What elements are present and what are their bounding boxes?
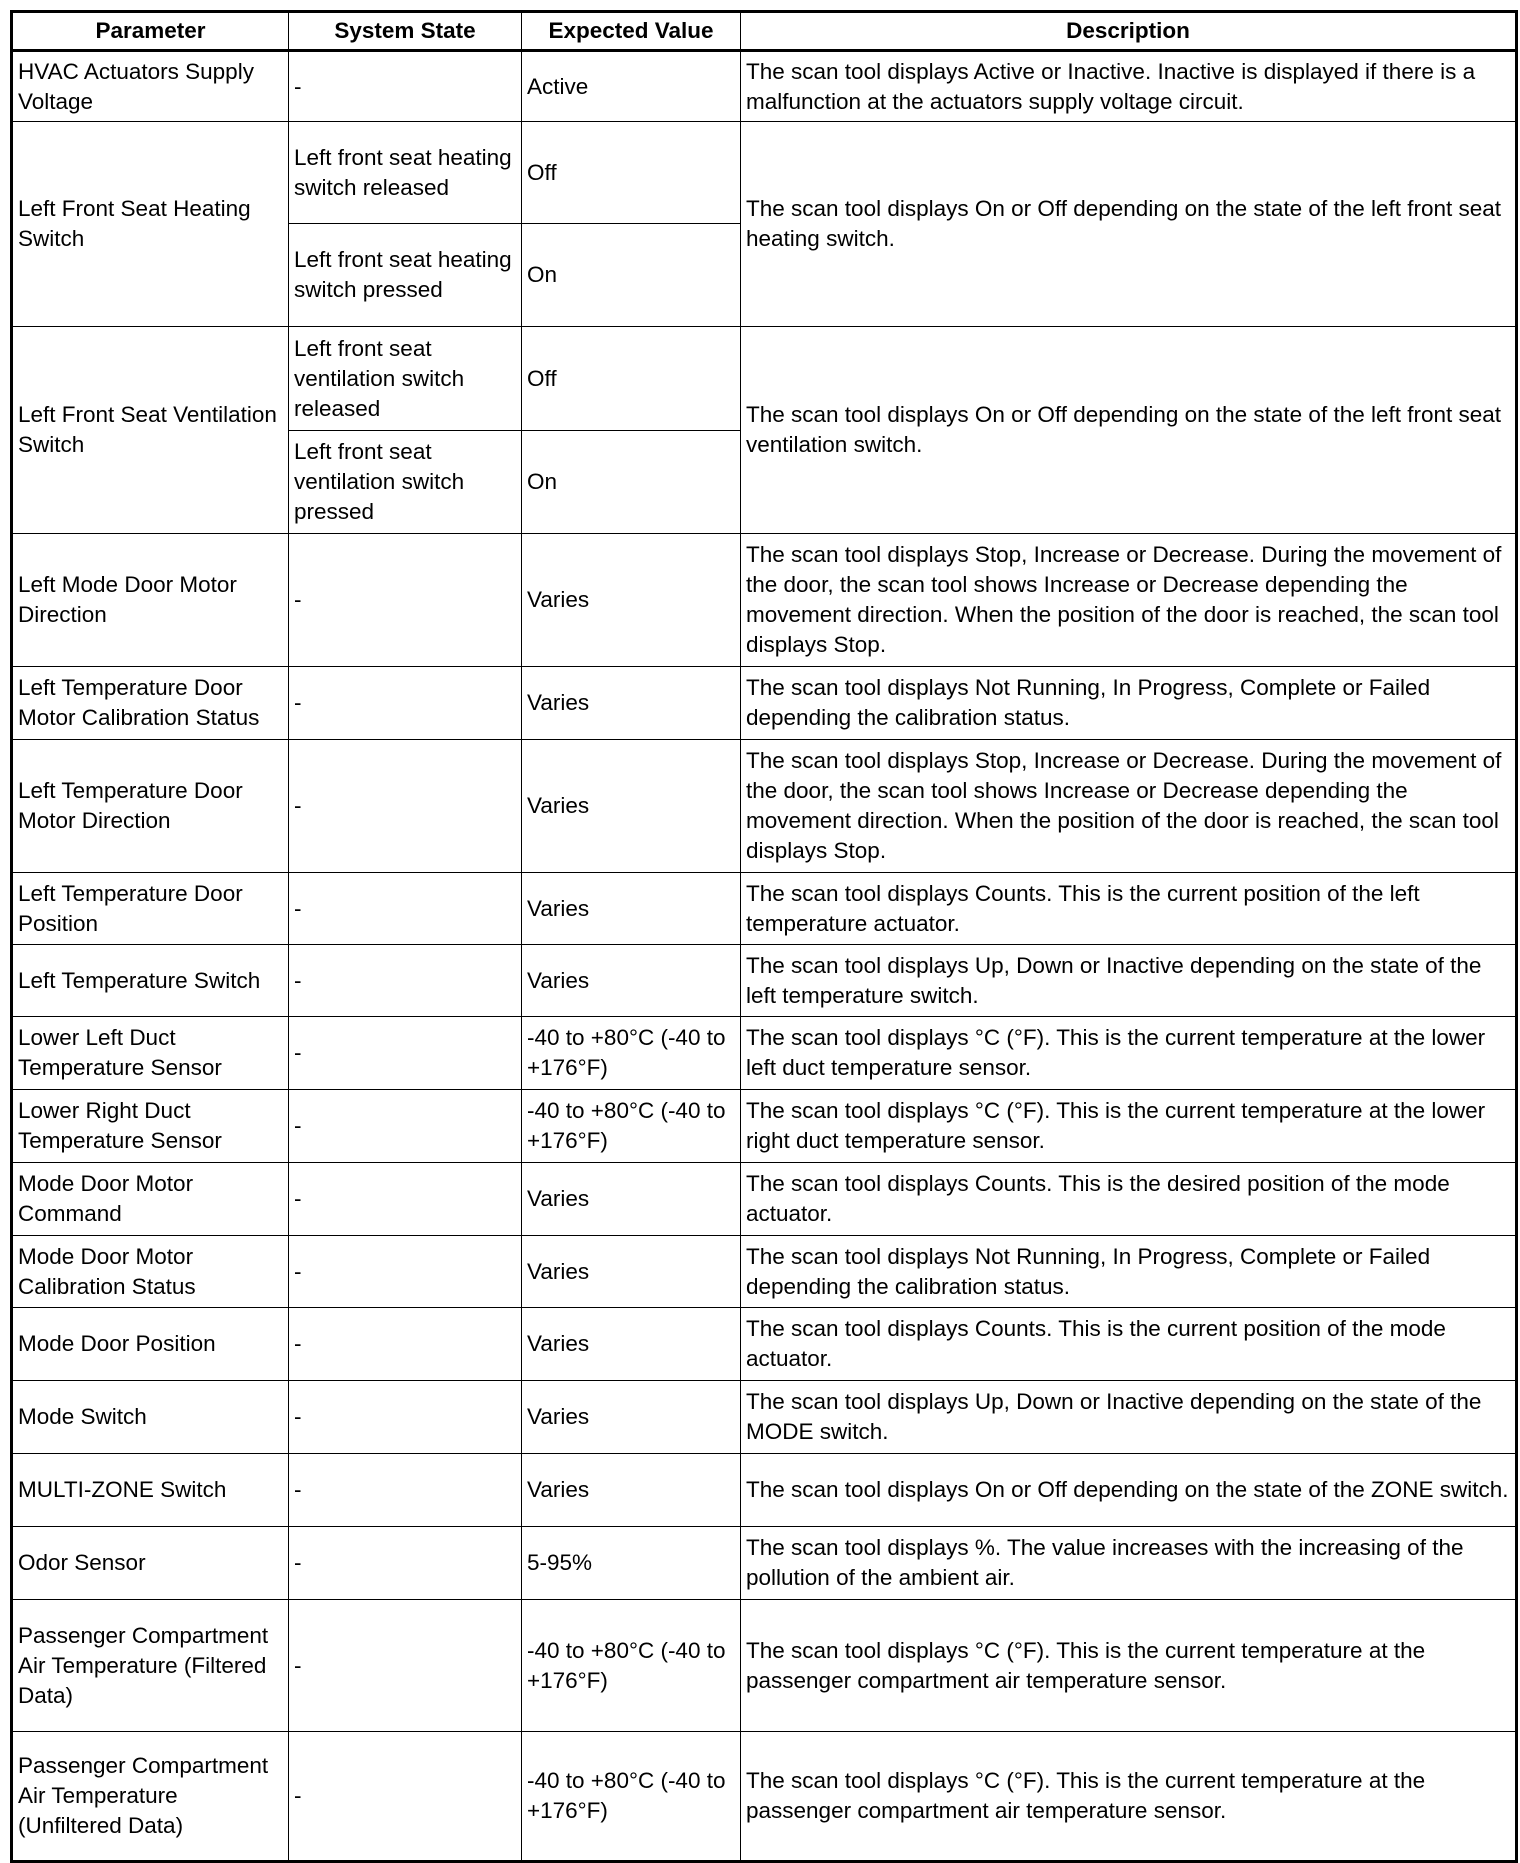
expected-value-cell: -40 to +80°C (-40 to +176°F): [522, 1017, 741, 1090]
parameter-cell: Odor Sensor: [12, 1527, 289, 1600]
parameter-cell: Left Temperature Door Motor Calibration Status: [12, 667, 289, 740]
description-cell: The scan tool displays Not Running, In Progress, Complete or Failed depending the calibration status.: [741, 1236, 1517, 1308]
system-state-cell: -: [289, 945, 522, 1017]
expected-value-cell: -40 to +80°C (-40 to +176°F): [522, 1732, 741, 1862]
description-cell: The scan tool displays Stop, Increase or Decrease. During the movement of the door, the scan tool shows Increase or Decrease depending the movement direction. When the position of the door is reached, the scan tool displays Stop.: [741, 534, 1517, 667]
system-state-cell: -: [289, 1017, 522, 1090]
system-state-cell: -: [289, 1600, 522, 1732]
system-state-cell: Left front seat ventilation switch released: [289, 327, 522, 431]
table-row: [12, 51, 1517, 122]
system-state-cell: -: [289, 740, 522, 873]
system-state-cell: -: [289, 1527, 522, 1600]
parameter-cell: Lower Right Duct Temperature Sensor: [12, 1090, 289, 1163]
expected-value-cell: Off: [522, 122, 741, 224]
expected-value-cell: Varies: [522, 1163, 741, 1236]
expected-value-cell: On: [522, 431, 741, 534]
table-row: [12, 667, 1517, 740]
table-row: [12, 122, 1517, 224]
description-cell: The scan tool displays Counts. This is the desired position of the mode actuator.: [741, 1163, 1517, 1236]
description-cell: The scan tool displays °C (°F). This is the current temperature at the lower left duct temperature sensor.: [741, 1017, 1517, 1090]
expected-value-cell: Varies: [522, 873, 741, 945]
expected-value-cell: Varies: [522, 1381, 741, 1454]
header-expected-value: Expected Value: [522, 12, 741, 51]
expected-value-cell: -40 to +80°C (-40 to +176°F): [522, 1090, 741, 1163]
system-state-cell: -: [289, 51, 522, 122]
system-state-cell: -: [289, 1381, 522, 1454]
parameter-cell: Mode Door Motor Calibration Status: [12, 1236, 289, 1308]
table-row: [12, 1308, 1517, 1381]
description-cell: The scan tool displays %. The value increases with the increasing of the pollution of the ambient air.: [741, 1527, 1517, 1600]
system-state-cell: -: [289, 1308, 522, 1381]
system-state-cell: Left front seat ventilation switch pressed: [289, 431, 522, 534]
expected-value-cell: -40 to +80°C (-40 to +176°F): [522, 1600, 741, 1732]
table-row: [12, 1732, 1517, 1862]
table-row: [12, 740, 1517, 873]
expected-value-cell: Varies: [522, 667, 741, 740]
description-cell: The scan tool displays Stop, Increase or Decrease. During the movement of the door, the scan tool shows Increase or Decrease depending the movement direction. When the position of the door is reached, the scan tool displays Stop.: [741, 740, 1517, 873]
expected-value-cell: Varies: [522, 740, 741, 873]
parameter-cell: Passenger Compartment Air Temperature (Filtered Data): [12, 1600, 289, 1732]
parameter-cell: Mode Switch: [12, 1381, 289, 1454]
parameter-table: [10, 10, 1518, 1863]
table-row: [12, 1163, 1517, 1236]
expected-value-cell: Varies: [522, 1308, 741, 1381]
description-cell: The scan tool displays °C (°F). This is the current temperature at the lower right duct temperature sensor.: [741, 1090, 1517, 1163]
parameter-cell: Mode Door Motor Command: [12, 1163, 289, 1236]
header-system-state: System State: [289, 12, 522, 51]
parameter-cell: MULTI-ZONE Switch: [12, 1454, 289, 1527]
description-cell: The scan tool displays °C (°F). This is the current temperature at the passenger compartment air temperature sensor.: [741, 1600, 1517, 1732]
expected-value-cell: Off: [522, 327, 741, 431]
description-cell: The scan tool displays °C (°F). This is the current temperature at the passenger compartment air temperature sensor.: [741, 1732, 1517, 1862]
system-state-cell: -: [289, 1454, 522, 1527]
expected-value-cell: Active: [522, 51, 741, 122]
description-cell: The scan tool displays Active or Inactive. Inactive is displayed if there is a malfunction at the actuators supply voltage circuit.: [741, 51, 1517, 122]
system-state-cell: Left front seat heating switch released: [289, 122, 522, 224]
parameter-cell: Mode Door Position: [12, 1308, 289, 1381]
description-cell: The scan tool displays On or Off depending on the state of the left front seat ventilation switch.: [741, 327, 1517, 534]
table-row: [12, 1017, 1517, 1090]
header-row: [12, 12, 1517, 51]
parameter-cell: HVAC Actuators Supply Voltage: [12, 51, 289, 122]
parameter-cell: Left Front Seat Ventilation Switch: [12, 327, 289, 534]
expected-value-cell: On: [522, 224, 741, 327]
system-state-cell: -: [289, 1163, 522, 1236]
table-row: [12, 1381, 1517, 1454]
table-body: [12, 51, 1517, 1862]
table-row: [12, 327, 1517, 431]
table-row: [12, 1454, 1517, 1527]
description-cell: The scan tool displays On or Off depending on the state of the ZONE switch.: [741, 1454, 1517, 1527]
expected-value-cell: 5-95%: [522, 1527, 741, 1600]
expected-value-cell: Varies: [522, 1454, 741, 1527]
system-state-cell: -: [289, 534, 522, 667]
parameter-cell: Left Temperature Door Position: [12, 873, 289, 945]
expected-value-cell: Varies: [522, 1236, 741, 1308]
description-cell: The scan tool displays Counts. This is the current position of the left temperature actuator.: [741, 873, 1517, 945]
system-state-cell: -: [289, 1090, 522, 1163]
table-row: [12, 945, 1517, 1017]
table-row: [12, 534, 1517, 667]
system-state-cell: -: [289, 1236, 522, 1308]
description-cell: The scan tool displays Not Running, In Progress, Complete or Failed depending the calibration status.: [741, 667, 1517, 740]
description-cell: The scan tool displays Up, Down or Inactive depending on the state of the left temperature switch.: [741, 945, 1517, 1017]
system-state-cell: -: [289, 667, 522, 740]
parameter-cell: Left Front Seat Heating Switch: [12, 122, 289, 327]
expected-value-cell: Varies: [522, 945, 741, 1017]
table-row: [12, 1090, 1517, 1163]
description-cell: The scan tool displays On or Off depending on the state of the left front seat heating switch.: [741, 122, 1517, 327]
system-state-cell: -: [289, 873, 522, 945]
description-cell: The scan tool displays Counts. This is the current position of the mode actuator.: [741, 1308, 1517, 1381]
description-cell: The scan tool displays Up, Down or Inactive depending on the state of the MODE switch.: [741, 1381, 1517, 1454]
table-row: [12, 1527, 1517, 1600]
table-header: [12, 12, 1517, 51]
system-state-cell: -: [289, 1732, 522, 1862]
header-description: Description: [741, 12, 1517, 51]
parameter-cell: Passenger Compartment Air Temperature (Unfiltered Data): [12, 1732, 289, 1862]
table-row: [12, 1236, 1517, 1308]
parameter-cell: Lower Left Duct Temperature Sensor: [12, 1017, 289, 1090]
expected-value-cell: Varies: [522, 534, 741, 667]
parameter-cell: Left Temperature Switch: [12, 945, 289, 1017]
header-parameter: Parameter: [12, 12, 289, 51]
parameter-cell: Left Mode Door Motor Direction: [12, 534, 289, 667]
parameter-cell: Left Temperature Door Motor Direction: [12, 740, 289, 873]
system-state-cell: Left front seat heating switch pressed: [289, 224, 522, 327]
table-row: [12, 873, 1517, 945]
table-row: [12, 1600, 1517, 1732]
